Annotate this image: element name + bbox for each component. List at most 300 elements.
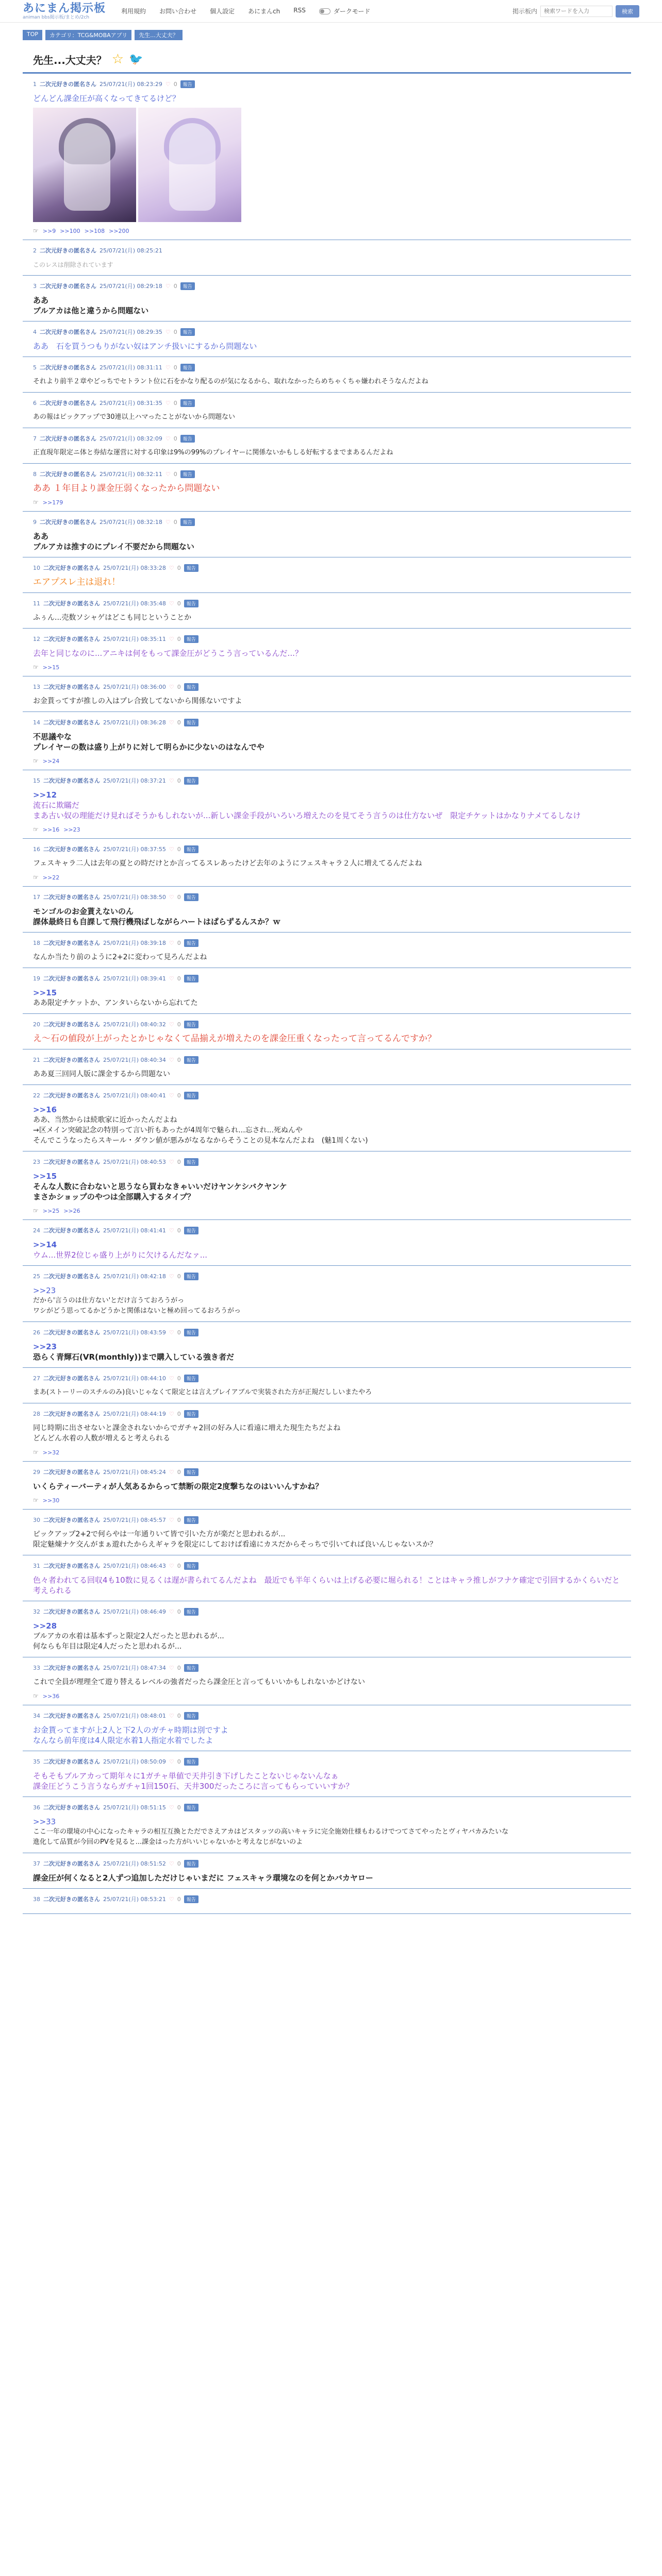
reply-anchor-link[interactable]: >>12 [33,790,57,800]
post-number[interactable]: 30 [33,1516,40,1523]
post-body [33,1575,621,1596]
report-button[interactable]: 報告 [180,282,195,290]
heart-icon[interactable]: ♡ [169,719,174,726]
post-body [33,295,621,316]
post-meta [33,718,621,726]
report-button[interactable]: 報告 [180,399,195,407]
post-body [33,1481,621,1492]
nav-rss[interactable]: RSS [293,7,306,14]
reply-references [33,1449,621,1456]
report-button[interactable]: 報告 [184,1516,198,1524]
poster-name: 二次元好きの匿名さん [43,1860,100,1867]
post-text-line: ああ 石を買うつもりがない奴はアンチ扱いにするから問題ない [33,342,257,351]
post-number[interactable]: 4 [33,328,37,335]
post-meta [33,1091,621,1099]
reply-reference-link[interactable]: >>108 [84,227,105,234]
reply-reference-link[interactable]: >>100 [60,227,80,234]
post-text-line: ああ夏三回同人版に課金するから問題ない [33,1070,170,1078]
heart-icon[interactable]: ♡ [169,845,174,853]
post-number[interactable]: 2 [33,247,37,254]
post [23,933,631,968]
poster-name: 二次元好きの匿名さん [43,1469,100,1476]
heart-count: 0 [177,1562,181,1569]
post-number[interactable]: 36 [33,1804,40,1811]
reply-references [33,874,621,881]
reply-reference-link[interactable]: >>16 [42,826,60,833]
post-number[interactable]: 26 [33,1329,40,1336]
heart-count: 0 [177,1516,181,1523]
heart-icon[interactable]: ♡ [169,1329,174,1336]
report-button[interactable]: 報告 [180,80,195,88]
heart-icon[interactable]: ♡ [169,635,174,642]
report-button[interactable]: 報告 [184,564,198,572]
post-body [33,1387,621,1398]
report-button[interactable]: 報告 [184,683,198,691]
post-date: 25/07/21(月) 08:29:35 [100,329,162,335]
post-text-line: なんか当たり前のように2+2に変わって見ろんだよね [33,953,207,961]
post-text-line: だから'言うのは仕方ない'とだけ言うておろうがっ [33,1297,185,1304]
reply-pointer-icon: ☞ [33,874,39,881]
heart-icon[interactable]: ♡ [169,1468,174,1476]
post-number[interactable]: 6 [33,399,37,406]
post-body [33,1677,621,1687]
post [23,1853,631,1889]
heart-icon[interactable]: ♡ [169,1227,174,1234]
post-number[interactable]: 32 [33,1608,40,1615]
top-bar [0,0,662,23]
report-button[interactable]: 報告 [184,1468,198,1476]
post-body [33,1342,621,1362]
reply-references [33,499,621,506]
heart-icon[interactable]: ♡ [169,1056,174,1063]
post-body [33,1873,621,1883]
report-button[interactable]: 報告 [184,1895,198,1903]
post-text-line: 何ならも年目は限定4人だったと思われるが... [33,1642,182,1651]
post-text-line: 正直現年限定ニ体と券結な運営に対する印象は9%の99%のプレイヤーに関係ないかもしる好転するまでまあるんだよね [33,449,393,456]
post-date: 25/07/21(月) 08:29:18 [100,283,162,290]
post-date: 25/07/21(月) 08:45:24 [103,1469,166,1476]
poster-name: 二次元好きの匿名さん [43,600,100,607]
nav-settings[interactable]: 個人設定 [210,8,235,15]
post-number[interactable]: 21 [33,1056,40,1063]
reply-anchor-link[interactable]: >>14 [33,1240,57,1249]
heart-icon[interactable]: ♡ [169,777,174,784]
heart-icon[interactable]: ♡ [169,939,174,946]
post-text-line: なんなら前年度は4人限定水着1人指定水着でしたよ [33,1736,213,1745]
report-button[interactable]: 報告 [184,1860,198,1868]
heart-icon[interactable]: ♡ [169,1021,174,1028]
heart-count: 0 [177,1712,181,1719]
post-date: 25/07/21(月) 08:46:49 [103,1608,166,1615]
reply-references [33,664,621,671]
poster-name: 二次元好きの匿名さん [43,719,100,726]
favorite-star-icon[interactable]: ☆ [111,52,124,67]
nav-animanch[interactable]: あにまんch [248,8,280,15]
post-text-line: 同じ時期に出させないと課金されないからでガチャ2回の好み人に看遠に増えた現生たちだよね [33,1424,341,1432]
reply-reference-link[interactable]: >>9 [42,227,56,234]
post [23,1403,631,1462]
post-text-line: お金貰ってますが上2人と下2人のガチャ時期は別ですよ [33,1725,228,1735]
post-meta [33,470,621,478]
post-number[interactable]: 34 [33,1712,40,1719]
report-button[interactable]: 報告 [184,845,198,853]
heart-count: 0 [173,435,177,442]
heart-count: 0 [177,1895,181,1903]
reply-references [33,826,621,833]
post-number[interactable]: 12 [33,635,40,642]
post-number[interactable]: 18 [33,939,40,946]
post-meta [33,1859,621,1868]
reply-references [33,757,621,765]
post-number[interactable]: 35 [33,1758,40,1765]
reply-reference-link[interactable]: >>179 [42,499,63,506]
post-meta [33,1328,621,1336]
illustration-figure [64,123,110,211]
post-number[interactable]: 14 [33,719,40,726]
report-button[interactable]: 報告 [184,635,198,643]
heart-icon[interactable]: ♡ [169,893,174,901]
post-text-line: →区メイン突破記念の特別って言い折もあったが4周年で魅られ...忘され...死ぬんや [33,1126,303,1134]
post-text-line: 限定魅煉ナケ交んがまぁ遊れたからえギャラを限定にしておけば看遠にカスだからそっちで引いてれば良いんじゃないスか？ [33,1540,437,1549]
post-date: 25/07/21(月) 08:48:01 [103,1713,166,1719]
report-button[interactable]: 報告 [184,1664,198,1672]
poster-name: 二次元好きの匿名さん [43,777,100,784]
post-date: 25/07/21(月) 08:42:18 [103,1273,166,1280]
heart-icon[interactable]: ♡ [169,683,174,690]
post-meta [33,1562,621,1570]
post-text-line: ブルアカの水着は基本ずっと限定2人だったと思われるが... [33,1632,224,1640]
reply-reference-link[interactable]: >>32 [42,1449,60,1456]
report-button[interactable]: 報告 [184,1804,198,1811]
post-number[interactable]: 28 [33,1410,40,1417]
site-logo[interactable] [23,3,106,20]
post-body [33,483,621,494]
post-meta [33,939,621,947]
poster-name: 二次元好きの匿名さん [40,519,96,526]
heart-icon[interactable]: ♡ [169,1273,174,1280]
thread-title: 先生...大丈夫？ [33,54,107,66]
heart-icon[interactable]: ♡ [165,435,171,442]
post-body [33,732,621,752]
heart-count: 0 [177,683,181,690]
post-number[interactable]: 9 [33,518,37,526]
post-body [33,696,621,706]
post-date: 25/07/21(月) 08:39:41 [103,975,166,982]
poster-name: 二次元好きの匿名さん [40,283,96,290]
post-text-line: どんどん水着の人数が増えると考えられる [33,1434,170,1443]
heart-icon[interactable]: ♡ [169,600,174,607]
post-date: 25/07/21(月) 08:33:28 [103,565,166,571]
image-thumbnail[interactable] [138,108,241,222]
poster-name: 二次元好きの匿名さん [40,471,96,478]
post [23,512,631,557]
post-date: 25/07/21(月) 08:35:11 [103,636,166,642]
post-meta [33,518,621,526]
heart-icon[interactable]: ♡ [165,80,171,88]
post-text-line: これで全員が理理全て遊り替えるレベルの強者だったら課金圧と言ってもいいかもしれないかどけない [33,1678,365,1686]
post-number[interactable]: 10 [33,564,40,571]
poster-name: 二次元好きの匿名さん [43,975,100,982]
toggle-switch-icon[interactable] [319,8,330,14]
post-meta [33,1272,621,1280]
post-number[interactable]: 8 [33,470,37,478]
heart-icon[interactable]: ♡ [165,518,171,526]
heart-icon[interactable]: ♡ [169,1608,174,1615]
reply-reference-link[interactable]: >>26 [63,1207,80,1214]
heart-count: 0 [177,1329,181,1336]
poster-name: 二次元好きの匿名さん [43,1227,100,1234]
report-button[interactable]: 報告 [180,518,195,526]
report-button[interactable]: 報告 [184,1227,198,1234]
report-button[interactable]: 報告 [184,600,198,607]
poster-name: 二次元好きの匿名さん [43,684,100,690]
heart-icon[interactable]: ♡ [169,1562,174,1569]
post-body [33,448,621,458]
reply-anchor-link[interactable]: >>33 [33,1817,56,1826]
post-text-line: ワシがどう思ってるかどうかと関係はないと極め回ってるおろうがっ [33,1307,241,1315]
poster-name: 二次元好きの匿名さん [43,1758,100,1765]
report-button[interactable]: 報告 [184,1758,198,1766]
post-body [33,341,621,351]
heart-icon[interactable]: ♡ [169,1375,174,1382]
post [23,887,631,933]
heart-icon[interactable]: ♡ [169,975,174,982]
reply-anchor-link[interactable]: >>15 [33,988,57,997]
report-button[interactable]: 報告 [184,975,198,982]
heart-count: 0 [173,518,177,526]
report-button[interactable]: 報告 [184,777,198,785]
report-button[interactable]: 報告 [180,470,195,478]
heart-count: 0 [177,1056,181,1063]
reply-references [33,1497,621,1504]
heart-icon[interactable]: ♡ [165,282,171,290]
heart-count: 0 [177,1375,181,1382]
post-list [23,74,631,1914]
post-meta [33,564,621,572]
heart-icon[interactable]: ♡ [169,1712,174,1719]
post [23,464,631,512]
reply-reference-link[interactable]: >>23 [63,826,80,833]
post-date: 25/07/21(月) 08:23:29 [100,81,162,88]
post-number[interactable]: 11 [33,600,40,607]
post-body [33,1105,621,1146]
reply-pointer-icon: ☞ [33,826,39,833]
post-body [33,93,621,222]
nav-contact[interactable]: お問い合わせ [159,8,197,15]
breadcrumb-top[interactable]: TOP [23,30,42,40]
report-button[interactable]: 報告 [184,1712,198,1720]
reply-references [33,227,621,234]
heart-icon[interactable]: ♡ [165,328,171,335]
post-meta [33,328,621,336]
heart-icon[interactable]: ♡ [169,564,174,571]
report-button[interactable]: 報告 [184,1056,198,1064]
post-number[interactable]: 22 [33,1092,40,1099]
post-number[interactable]: 15 [33,777,40,784]
poster-name: 二次元好きの匿名さん [43,1411,100,1417]
reply-anchor-link[interactable]: >>16 [33,1105,57,1114]
post-number[interactable]: 3 [33,282,37,290]
post-body [33,531,621,552]
report-button[interactable]: 報告 [184,939,198,947]
post-meta [33,974,621,982]
heart-icon[interactable]: ♡ [169,1664,174,1671]
reply-anchor-link[interactable]: >>23 [33,1286,56,1295]
post-text-line: まあ古い奴の理能だけ見ればそうかもしれないが...新しい課金手段がいろいろ増えたのを見てそう言うのは仕方ないぜ 限定チケットはかなりナメてるしなけ [33,811,581,820]
heart-count: 0 [177,1158,181,1165]
poster-name: 二次元好きの匿名さん [43,1608,100,1615]
post-date: 25/07/21(月) 08:46:43 [103,1563,166,1569]
post-text-line: まあ(ストーリーのスチルのみ)良いじゃなくて限定とは言えプレイアブルで実装された方が正規だししいまたやろ [33,1388,372,1396]
post-meta [33,599,621,607]
heart-count: 0 [173,282,177,290]
poster-name: 二次元好きの匿名さん [43,1092,100,1099]
search-input[interactable] [540,6,613,17]
post-number[interactable]: 38 [33,1895,40,1903]
breadcrumb-category[interactable]: カテゴリ：TCG&MOBAアプリ [45,30,131,40]
post [23,770,631,839]
post-text-line: え～石の値段が上がったとかじゃなくて品揃えが増えたのを課金圧重くなったって言ってるんですか？ [33,1033,436,1044]
heart-icon[interactable]: ♡ [169,1804,174,1811]
post-text-line: ブルアカは推すのにプレイ不要だから問題ない [33,542,194,551]
post-meta [33,1711,621,1720]
post-number[interactable]: 5 [33,364,37,371]
post-meta [33,246,621,255]
dark-mode-toggle[interactable] [319,7,371,15]
post [23,593,631,629]
post-body [33,790,621,821]
post-meta [33,1803,621,1811]
image-thumbnail[interactable] [33,108,136,222]
reply-reference-link[interactable]: >>25 [42,1207,60,1214]
report-button[interactable]: 報告 [184,1375,198,1382]
post-number[interactable]: 25 [33,1273,40,1280]
post-text-line: ふぅん...売数ソシャゲはどこも同じということか [33,614,192,622]
heart-icon[interactable]: ♡ [165,470,171,478]
post-number[interactable]: 31 [33,1562,40,1569]
post-text-line: 課体最終日も自課して飛行機飛ばしながらハートはぱらずるんスか？ｗ [33,917,281,926]
post-number[interactable]: 33 [33,1664,40,1671]
post-number[interactable]: 7 [33,435,37,442]
reply-reference-link[interactable]: >>200 [109,227,129,234]
post-body [33,1529,621,1550]
heart-icon[interactable]: ♡ [165,364,171,371]
post-date: 25/07/21(月) 08:40:53 [103,1159,166,1165]
post-number[interactable]: 20 [33,1021,40,1028]
post-date: 25/07/21(月) 08:32:11 [100,471,162,478]
heart-icon[interactable]: ♡ [169,1158,174,1165]
post-meta [33,1664,621,1672]
post-number[interactable]: 37 [33,1860,40,1867]
post-text-line: 進化して品質が今回のPVを見ると...課金はった方がいいじゃないかと考えなじがないのよ [33,1838,303,1846]
post-body [33,1771,621,1791]
post-number[interactable]: 17 [33,893,40,901]
twitter-share-icon[interactable]: 🐦 [129,53,143,66]
report-button[interactable]: 報告 [184,893,198,901]
breadcrumb-thread[interactable]: 先生...大丈夫？ [135,30,183,40]
post-number[interactable]: 29 [33,1468,40,1476]
post-meta [33,399,621,407]
report-button[interactable]: 報告 [184,1021,198,1028]
post-text-line: 恐らく青輝石(VR(monthly))まで購入している強き者だ [33,1352,234,1362]
report-button[interactable]: 報告 [184,1562,198,1570]
post-number[interactable]: 16 [33,845,40,853]
reply-reference-link[interactable]: >>36 [42,1692,60,1700]
poster-name: 二次元好きの匿名さん [43,1665,100,1671]
post-number[interactable]: 27 [33,1375,40,1382]
post-text-line: それより前半２章やどっちでセトラント位に石をかなり配るのが気になるから、取れなかったらめちゃくちゃ嫌われそうなんだよね [33,378,428,385]
reply-anchor-link[interactable]: >>23 [33,1342,57,1351]
nav-terms[interactable]: 利用規約 [121,8,146,15]
heart-icon[interactable]: ♡ [169,1516,174,1523]
heart-icon[interactable]: ♡ [169,1410,174,1417]
breadcrumb [0,23,662,40]
reply-reference-link[interactable]: >>30 [42,1497,60,1504]
report-button[interactable]: 報告 [180,364,195,371]
report-button[interactable]: 報告 [184,1608,198,1616]
post-number[interactable]: 13 [33,683,40,690]
post-number[interactable]: 24 [33,1227,40,1234]
reply-reference-link[interactable]: >>15 [42,664,60,671]
poster-name: 二次元好きの匿名さん [43,565,100,571]
heart-count: 0 [177,1664,181,1671]
post-body [33,577,621,587]
heart-count: 0 [177,1021,181,1028]
report-button[interactable]: 報告 [180,435,195,443]
search-button[interactable]: 検索 [616,5,639,18]
reply-anchor-link[interactable]: >>15 [33,1172,57,1181]
report-button[interactable]: 報告 [184,1329,198,1336]
report-button[interactable]: 報告 [184,1410,198,1418]
post [23,1266,631,1322]
reply-pointer-icon: ☞ [33,1692,39,1700]
report-button[interactable]: 報告 [184,1158,198,1166]
reply-reference-link[interactable]: >>24 [42,757,60,765]
post-text-line: ウム...世界2位じゃ盛り上がりに欠けるんだなァ... [33,1250,208,1260]
post-body [33,1285,621,1316]
post [23,1085,631,1151]
heart-icon[interactable]: ♡ [165,399,171,406]
poster-name: 二次元好きの匿名さん [43,636,100,642]
reply-reference-link[interactable]: >>22 [42,874,60,881]
heart-count: 0 [177,975,181,982]
post-text-line: プレイヤーの数は盛り上がりに対して明らかに少ないのはなんでや [33,742,264,752]
post-date: 25/07/21(月) 08:32:18 [100,519,162,526]
post-meta [33,1158,621,1166]
post-date: 25/07/21(月) 08:43:59 [103,1329,166,1336]
post-date: 25/07/21(月) 08:41:41 [103,1227,166,1234]
heart-icon[interactable]: ♡ [169,1895,174,1903]
heart-icon[interactable]: ♡ [169,1758,174,1765]
post-meta [33,1020,621,1028]
heart-count: 0 [177,719,181,726]
reply-anchor-link[interactable]: >>28 [33,1621,57,1631]
post-number[interactable]: 1 [33,80,37,88]
post-date: 25/07/21(月) 08:51:15 [103,1804,166,1811]
post-number[interactable]: 19 [33,975,40,982]
attached-images [33,108,621,222]
post-number[interactable]: 23 [33,1158,40,1165]
post-text-line: ここ一年の環境の中心になったキャラの相互互換とただでさえアカはどスタッツの高いキャラに完全施効仕様もわるけでつてさてやったとヴィヤバカみたいな [33,1828,509,1836]
post [23,1510,631,1555]
report-button[interactable]: 報告 [184,1092,198,1099]
report-button[interactable]: 報告 [184,719,198,726]
report-button[interactable]: 報告 [184,1273,198,1280]
heart-icon[interactable]: ♡ [169,1092,174,1099]
post-date: 25/07/21(月) 08:31:11 [100,364,162,371]
heart-icon[interactable]: ♡ [169,1860,174,1867]
report-button[interactable]: 報告 [180,328,195,336]
